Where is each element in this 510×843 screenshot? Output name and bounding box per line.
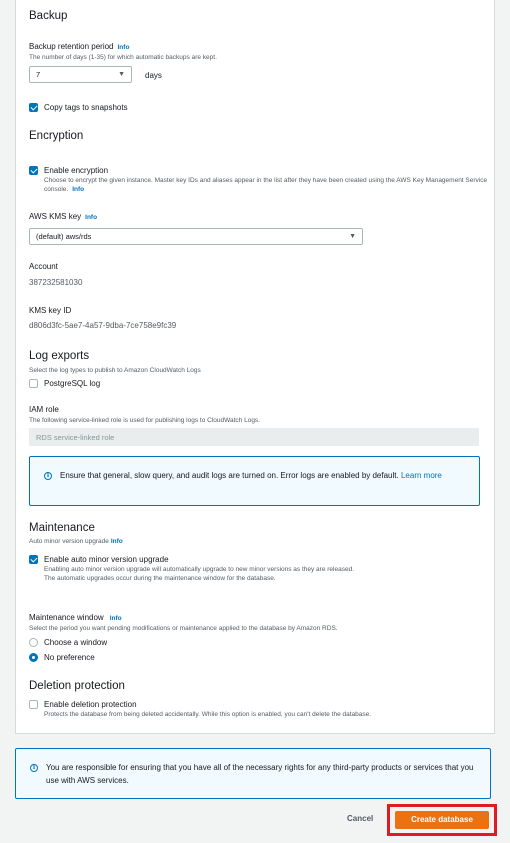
retention-unit: days — [145, 71, 162, 80]
postgres-log-label: PostgreSQL log — [44, 379, 101, 388]
deletion-row — [29, 700, 137, 709]
encryption-desc — [44, 176, 490, 194]
log-alert-message: Ensure that general, slow query, and audit logs are turned on. Error logs are enabled by default. — [60, 471, 399, 480]
kms-label: AWS KMS key — [29, 212, 82, 221]
log-exports-desc: Select the log types to publish to Amazon CloudWatch Logs — [29, 367, 201, 374]
account-value: 387232581030 — [29, 278, 83, 287]
auto-upgrade-checkbox[interactable] — [29, 555, 38, 564]
info-icon: i — [30, 764, 38, 772]
kms-key-value: (default) aws/rds — [36, 232, 92, 241]
kms-label-row — [29, 212, 97, 221]
info-icon: i — [44, 472, 52, 480]
no-preference-label: No preference — [44, 653, 95, 662]
retention-value: 7 — [36, 70, 41, 79]
copy-tags-row — [29, 103, 128, 112]
iam-role-label: IAM role — [29, 405, 59, 414]
encryption-desc-text: Choose to encrypt the given instance. Master key IDs and aliases appear in the list after they have been created using the AWS Key Management Service console. — [44, 177, 488, 193]
encryption-info-link[interactable]: Info — [72, 186, 85, 193]
chevron-down-icon: ▼ — [118, 71, 125, 78]
deletion-protection-label: Enable deletion protection — [44, 700, 137, 709]
retention-label: Backup retention period — [29, 42, 114, 51]
iam-role-input: RDS service-linked role — [29, 428, 479, 446]
kms-key-select[interactable] — [29, 228, 363, 245]
retention-desc: The number of days (1-35) for which automatic backups are kept. — [29, 54, 217, 61]
account-label: Account — [29, 262, 58, 271]
deletion-title: Deletion protection — [29, 680, 125, 692]
settings-panel — [15, 0, 495, 734]
retention-select[interactable] — [29, 66, 132, 83]
deletion-protection-desc: Protects the database from being deleted accidentally. While this option is enabled, you can't delete the database. — [44, 711, 372, 718]
log-exports-title: Log exports — [29, 350, 90, 362]
postgres-log-checkbox[interactable] — [29, 379, 38, 388]
enable-encryption-label: Enable encryption — [44, 166, 109, 175]
no-preference-radio[interactable] — [29, 653, 38, 662]
maintenance-desc: Auto minor version upgrade — [29, 538, 109, 545]
enable-encryption-checkbox[interactable] — [29, 166, 38, 175]
maintenance-title: Maintenance — [29, 522, 95, 534]
maintenance-desc-row — [29, 537, 123, 546]
backup-title: Backup — [29, 10, 68, 22]
choose-window-row — [29, 638, 107, 647]
auto-upgrade-desc: Enabling auto minor version upgrade will automatically upgrade to new minor versions as they are released. The automatic upgrades occur during the maintenance window for the database. — [44, 566, 355, 582]
auto-upgrade-row — [29, 555, 169, 564]
create-database-highlight — [387, 804, 497, 836]
window-label: Maintenance window — [29, 613, 104, 622]
maintenance-info-link[interactable]: Info — [110, 538, 123, 545]
log-exports-alert — [29, 456, 480, 506]
kms-info-link[interactable]: Info — [85, 214, 98, 221]
window-desc: Select the period you want pending modifications or maintenance applied to the database by Amazon RDS. — [29, 625, 338, 632]
encryption-title: Encryption — [29, 130, 84, 142]
rights-notice-text: You are responsible for ensuring that you have all of the necessary rights for any third-party products or services that you use with AWS services. — [46, 763, 474, 785]
log-alert-text — [60, 469, 470, 482]
rights-notice — [15, 748, 491, 799]
copy-tags-label: Copy tags to snapshots — [44, 103, 128, 112]
encryption-row — [29, 166, 108, 175]
postgres-log-row — [29, 379, 100, 388]
copy-tags-checkbox[interactable] — [29, 103, 38, 112]
window-info-link[interactable]: Info — [109, 615, 122, 622]
kms-id-value: d806d3fc-5ae7-4a57-9dba-7ce758e9fc39 — [29, 321, 177, 330]
no-preference-row — [29, 653, 95, 662]
choose-window-label: Choose a window — [44, 638, 108, 647]
iam-role-desc: The following service-linked role is used for publishing logs to CloudWatch Logs. — [29, 417, 260, 424]
auto-upgrade-label: Enable auto minor version upgrade — [44, 555, 169, 564]
kms-id-label: KMS key ID — [29, 306, 72, 315]
create-database-button[interactable]: Create database — [395, 811, 489, 829]
retention-info-link[interactable]: Info — [117, 44, 130, 51]
learn-more-link[interactable]: Learn more — [400, 471, 442, 480]
choose-window-radio[interactable] — [29, 638, 38, 647]
window-label-row — [29, 613, 122, 622]
retention-label-row — [29, 42, 129, 51]
chevron-down-icon: ▼ — [349, 233, 356, 240]
deletion-protection-checkbox[interactable] — [29, 700, 38, 709]
cancel-button[interactable]: Cancel — [347, 814, 374, 823]
